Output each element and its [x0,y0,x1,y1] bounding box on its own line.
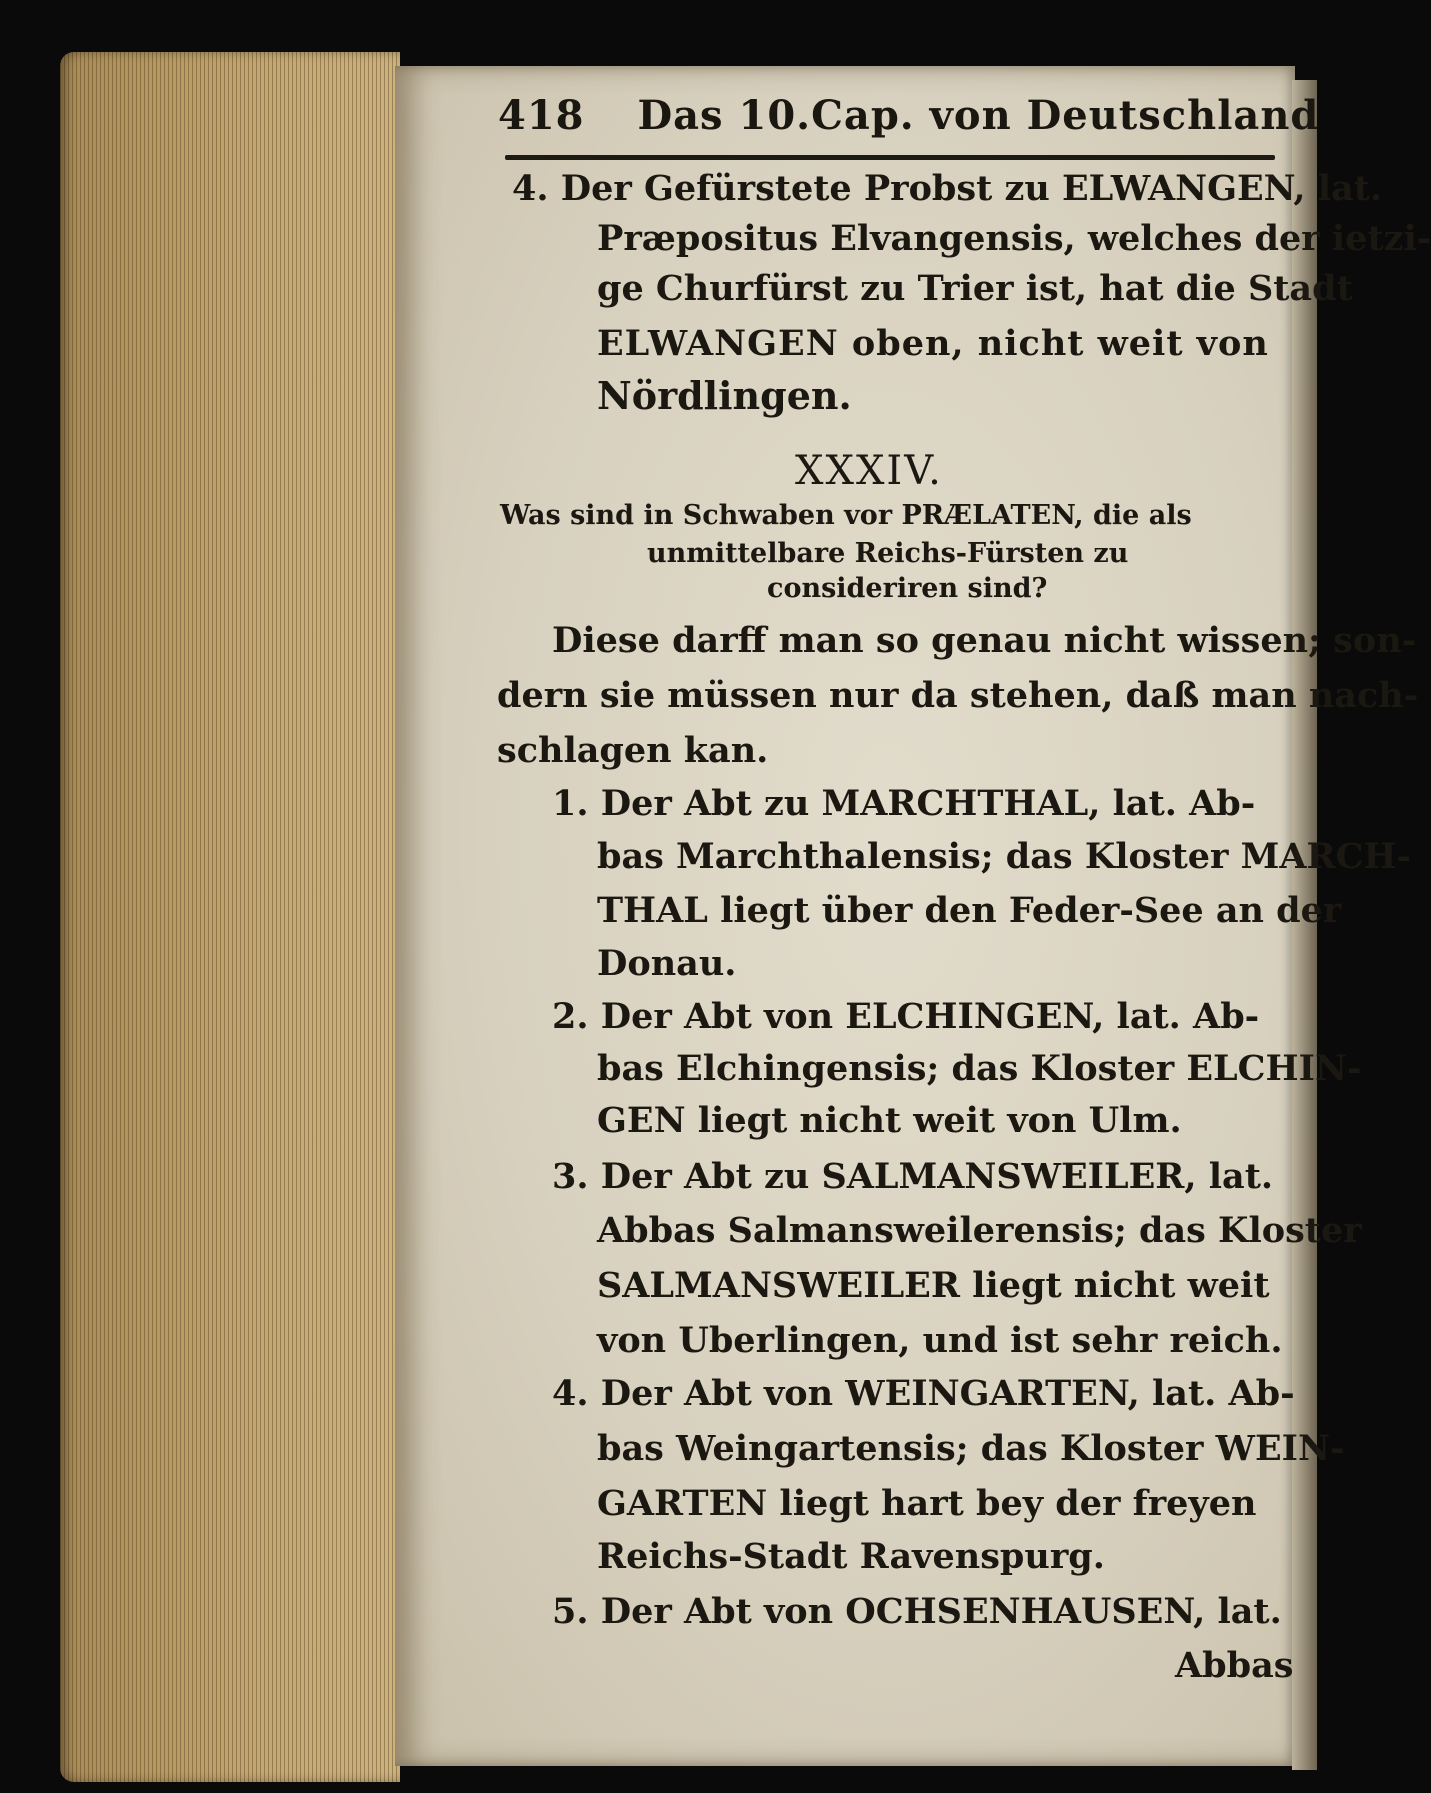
list-item: 3. Der Abt zu SALMANSWEILER, lat. [552,1156,1274,1197]
text-line: Diese darff man so genau nicht wissen; son- [552,620,1417,661]
text-line: SALMANSWEILER liegt nicht weit [597,1265,1270,1306]
text-line: bas Marchthalensis; das Kloster MARCH- [597,836,1412,877]
list-item: 4. Der Abt von WEINGARTEN, lat. Ab- [552,1373,1295,1414]
list-item: 1. Der Abt zu MARCHTHAL, lat. Ab- [552,783,1256,824]
text-line: Abbas Salmansweilerensis; das Kloster [597,1210,1362,1251]
text-line: bas Elchingensis; das Kloster ELCHIN- [597,1048,1362,1089]
section-heading: XXXIV. [795,448,943,494]
running-header [498,92,1320,139]
text-line: dern sie müssen nur da stehen, daß man nach- [497,675,1419,716]
catchword: Abbas [1175,1645,1294,1686]
text-line: 4. Der Gefürstete Probst zu ELWANGEN, lat. [512,168,1383,209]
header-rule [505,155,1275,160]
page-number: 418 [498,92,585,139]
text-line: schlagen kan. [497,730,769,771]
question-line: consideriren sind? [767,573,1048,604]
text-line: GARTEN liegt hart bey der freyen [597,1483,1257,1524]
text-line: ELWANGEN oben, nicht weit von [597,323,1269,364]
text-line: von Uberlingen, und ist sehr reich. [597,1320,1283,1361]
question-line: Was sind in Schwaben vor PRÆLATEN, die als [500,500,1192,531]
text-line: Nördlingen. [597,373,852,418]
list-item: 5. Der Abt von OCHSENHAUSEN, lat. [552,1591,1282,1632]
text-line: Reichs-Stadt Ravenspurg. [597,1536,1105,1577]
text-line: Præpositus Elvangensis, welches der ietzi- [597,218,1431,259]
text-line: Donau. [597,943,737,984]
question-line: unmittelbare Reichs-Fürsten zu [647,538,1129,569]
running-title: Das 10.Cap. von Deutschland [637,92,1320,139]
text-line: THAL liegt über den Feder-See an der [597,890,1342,931]
list-item: 2. Der Abt von ELCHINGEN, lat. Ab- [552,996,1260,1037]
text-line: ge Churfürst zu Trier ist, hat die Stadt [597,268,1353,309]
page-block-edge [60,52,400,1782]
text-line: GEN liegt nicht weit von Ulm. [597,1100,1182,1141]
text-line: bas Weingartensis; das Kloster WEIN- [597,1428,1345,1469]
